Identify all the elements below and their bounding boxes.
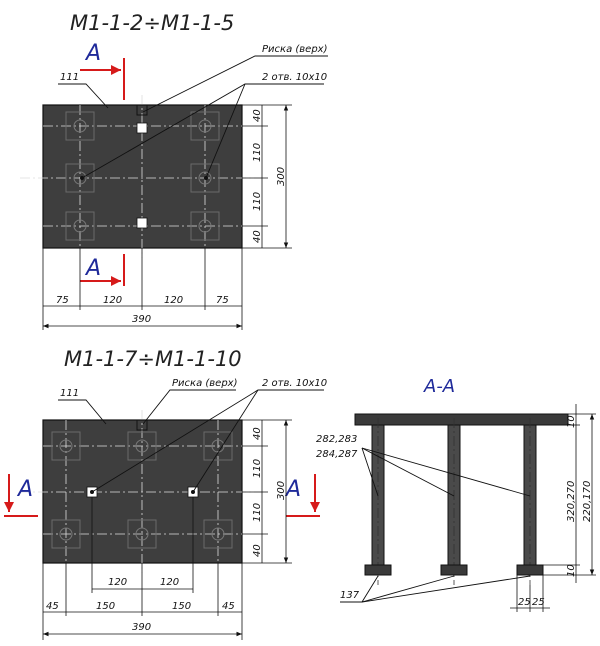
section-dim-foot-b: 25 <box>532 597 545 608</box>
bottom-leader-mark <box>143 390 236 424</box>
bottom-dim-v-2: 110 <box>252 458 263 478</box>
top-square-hole-lower <box>137 218 147 228</box>
section-label-rods-b: 284,287 <box>316 449 358 460</box>
top-square-hole-upper <box>137 123 147 133</box>
top-section-letter-upper: А <box>86 41 102 66</box>
top-label-part: 111 <box>60 72 80 83</box>
section-leader-base-3 <box>362 576 530 602</box>
top-dim-h-4: 75 <box>216 295 229 306</box>
top-dim-h-1: 75 <box>56 295 69 306</box>
section-rods <box>372 418 536 585</box>
bottom-label-mark: Риска (верх) <box>172 378 238 389</box>
bottom-dim-inner-1: 120 <box>108 577 128 588</box>
bottom-dims-vertical <box>242 420 292 563</box>
section-label-rods-a: 282,283 <box>316 434 358 445</box>
section-dim-foot-a: 25 <box>518 597 531 608</box>
section-label-base: 137 <box>340 590 360 601</box>
bottom-dim-h-total: 390 <box>132 622 152 633</box>
top-dim-v-2: 110 <box>252 142 263 162</box>
top-dim-v-3: 110 <box>252 191 263 211</box>
top-view-title: М1-1-2÷М1-1-5 <box>70 11 235 35</box>
top-dim-h-3: 120 <box>164 295 184 306</box>
section-feet <box>365 565 543 575</box>
top-view <box>20 11 328 330</box>
section-dims-vertical <box>543 404 596 583</box>
bottom-plate <box>43 420 242 563</box>
bottom-section-letter-left: А <box>18 477 34 502</box>
section-leader-rod-3 <box>362 448 530 496</box>
bottom-dim-v-1: 40 <box>252 427 263 440</box>
bottom-dim-h-2: 150 <box>96 601 116 612</box>
bottom-label-holes: 2 отв. 10х10 <box>262 378 328 389</box>
top-dim-v-total: 300 <box>276 166 287 186</box>
top-dim-h-total: 390 <box>132 314 152 325</box>
bottom-dim-inner-2: 120 <box>160 577 180 588</box>
bottom-dim-v-4: 40 <box>252 544 263 557</box>
section-title: А-А <box>424 376 456 397</box>
top-dims-horizontal <box>43 248 242 330</box>
bottom-dim-h-4: 45 <box>222 601 235 612</box>
top-dims-vertical <box>242 105 292 248</box>
top-dim-v-1: 40 <box>252 109 263 122</box>
section-dim-bottom: 10 <box>566 564 577 577</box>
bottom-label-part: 111 <box>60 388 80 399</box>
top-label-holes: 2 отв. 10х10 <box>262 72 328 83</box>
bottom-dim-v-3: 110 <box>252 502 263 522</box>
bottom-dim-h-1: 45 <box>46 601 59 612</box>
bottom-dim-h-3: 150 <box>172 601 192 612</box>
top-section-letter-lower: А <box>86 256 102 281</box>
bottom-view <box>4 347 327 640</box>
section-view <box>316 376 596 612</box>
bottom-dim-v-total: 300 <box>276 480 287 500</box>
top-label-mark: Риска (верх) <box>262 44 328 55</box>
bottom-section-letter-right: А <box>286 477 302 502</box>
section-top-plate <box>355 414 568 425</box>
top-dim-v-4: 40 <box>252 230 263 243</box>
top-dim-h-2: 120 <box>103 295 123 306</box>
section-dim-top: 10 <box>566 415 577 428</box>
section-dim-height-b: 220,170 <box>582 480 593 522</box>
section-dim-height-a: 320,270 <box>566 480 577 522</box>
bottom-view-title: М1-1-7÷М1-1-10 <box>64 347 242 371</box>
